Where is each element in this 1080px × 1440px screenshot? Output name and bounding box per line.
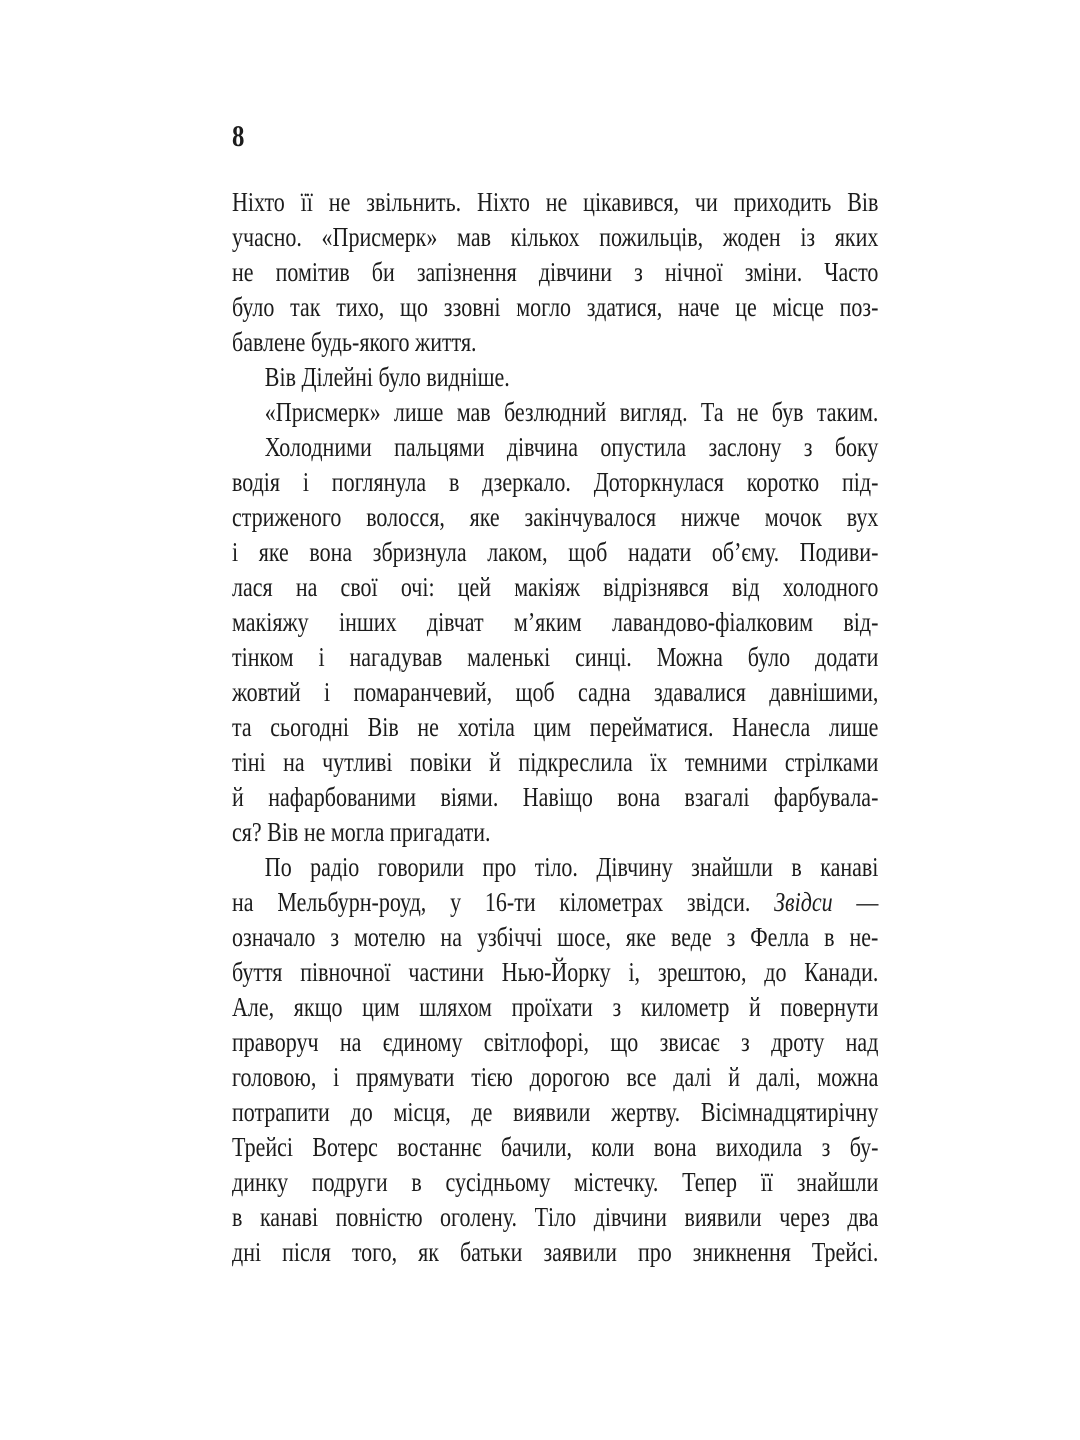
page-number: 8 (232, 118, 245, 153)
text-line: бавлене будь-якого життя. (232, 326, 477, 357)
text-line: дні після того, як батьки заявили про зникнення Трейсі. (232, 1236, 879, 1267)
text-segment: на Мельбурн-роуд, у 16-ти кілометрах звідси. (232, 886, 775, 917)
body-text (232, 184, 878, 1269)
text-line: Трейсі Вотерс востаннє бачили, коли вона виходила з бу- (232, 1131, 879, 1162)
text-line: праворуч на єдиному світлофорі, що звисає з дроту над (232, 1026, 879, 1057)
paragraph (232, 849, 878, 1269)
text-line: Ніхто її не звільнить. Ніхто не цікавився, чи приходить Вів (232, 186, 879, 217)
text-line: тінком і нагадував маленькі синці. Можна було додати (232, 641, 879, 672)
text-line: Але, якщо цим шляхом проїхати з километр й повернути (232, 991, 879, 1022)
text-line: потрапити до місця, де виявили жертву. Вісімнадцятирічну (232, 1096, 879, 1127)
text-line: було так тихо, що ззовні могло здатися, наче це місце поз- (232, 291, 879, 322)
text-line: Холодними пальцями дівчина опустила заслону з боку (264, 431, 879, 462)
text-line: Вів Ділейні було видніше. (264, 361, 510, 392)
text-line: лася на свої очі: цей макіяж відрізнявся від холодного (232, 571, 879, 602)
text-line: та сьогодні Вів не хотіла цим перейматися. Нанесла лише (232, 711, 879, 742)
text-line: буття півночної частини Нью-Йорку і, зрештою, до Канади. (232, 956, 879, 987)
text-line: водія і поглянула в дзеркало. Доторкнулася коротко під- (232, 466, 879, 497)
text-line: в канаві повністю оголену. Тіло дівчини виявили через два (232, 1201, 879, 1232)
text-line: стриженого волосся, яке закінчувалося нижче мочок вух (232, 501, 879, 532)
paragraph (232, 184, 878, 359)
text-line: «Присмерк» лише мав безлюдний вигляд. Та не був таким. (264, 396, 879, 427)
text-line: й нафарбованими віями. Навіщо вона взагалі фарбувала- (232, 781, 879, 812)
text-line: жовтий і помаранчевий, щоб садна здавалися давнішими, (232, 676, 879, 707)
text-line: і яке вона збризнула лаком, щоб надати об’єму. Подиви- (232, 536, 879, 567)
paragraph (232, 429, 878, 849)
paragraph (232, 394, 878, 429)
text-line: учасно. «Присмерк» мав кількох пожильців, жоден із яких (232, 221, 879, 252)
italic-phrase: Звідси (774, 886, 833, 917)
text-line (232, 884, 878, 919)
text-line: динку подруги в сусідньому містечку. Тепер її знайшли (232, 1166, 879, 1197)
text-line: тіні на чутливі повіки й підкреслила їх темними стрілками (232, 746, 879, 777)
text-line: ся? Вів не могла пригадати. (232, 816, 491, 847)
text-line: По радіо говорили про тіло. Дівчину знайшли в канаві (264, 851, 879, 882)
page-content (232, 118, 878, 1269)
text-line: макіяжу інших дівчат м’яким лавандово-фіалковим від- (232, 606, 879, 637)
text-line: головою, і прямувати тією дорогою все далі й далі, можна (232, 1061, 879, 1092)
text-line: означало з мотелю на узбіччі шосе, яке веде з Фелла в не- (232, 921, 879, 952)
text-line: не помітив би запізнення дівчини з нічної зміни. Часто (232, 256, 879, 287)
paragraph (232, 359, 878, 394)
text-segment: — (832, 886, 879, 917)
